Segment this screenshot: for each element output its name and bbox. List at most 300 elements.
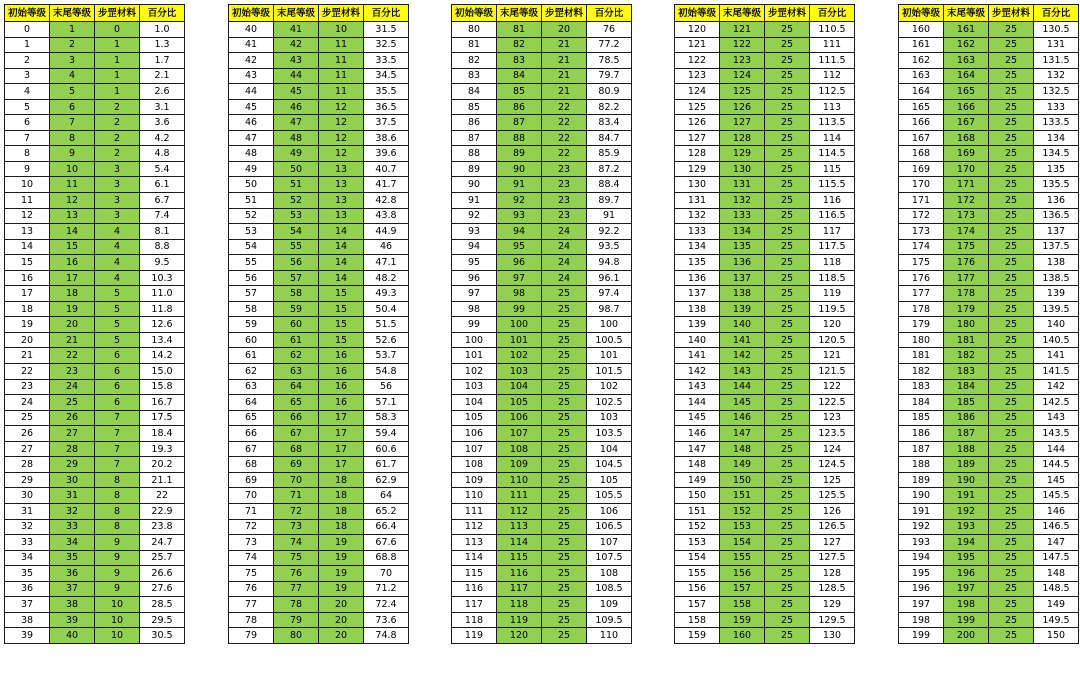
table-cell: 12 xyxy=(319,115,364,131)
table-cell: 8 xyxy=(95,519,140,535)
column-header: 末尾等级 xyxy=(497,5,542,22)
table-row xyxy=(229,286,409,302)
table-cell: 171 xyxy=(899,193,944,209)
table-cell: 25 xyxy=(989,332,1034,348)
table-cell: 25 xyxy=(765,566,810,582)
table-cell: 7 xyxy=(95,457,140,473)
table-cell: 25 xyxy=(542,286,587,302)
table-cell: 24 xyxy=(542,255,587,271)
table-cell: 134 xyxy=(675,239,720,255)
table-row xyxy=(229,410,409,426)
table-cell: 11.0 xyxy=(140,286,185,302)
table-cell: 94.8 xyxy=(587,255,632,271)
table-cell: 85.9 xyxy=(587,146,632,162)
table-cell: 4 xyxy=(50,68,95,84)
table-cell: 4.2 xyxy=(140,130,185,146)
table-cell: 25 xyxy=(989,239,1034,255)
table-cell: 23 xyxy=(542,177,587,193)
table-row xyxy=(5,472,185,488)
table-row xyxy=(675,317,855,333)
table-cell: 78 xyxy=(274,597,319,613)
table-cell: 54 xyxy=(274,224,319,240)
table-cell: 80 xyxy=(274,628,319,644)
table-cell: 131 xyxy=(1034,37,1079,53)
table-cell: 102.5 xyxy=(587,395,632,411)
table-cell: 150 xyxy=(1034,628,1079,644)
table-row xyxy=(675,581,855,597)
table-row xyxy=(229,84,409,100)
table-cell: 104.5 xyxy=(587,457,632,473)
table-row xyxy=(229,99,409,115)
table-cell: 70 xyxy=(364,566,409,582)
table-row xyxy=(675,130,855,146)
column-header: 末尾等级 xyxy=(50,5,95,22)
table-cell: 64 xyxy=(229,395,274,411)
table-cell: 196 xyxy=(944,566,989,582)
table-cell: 25 xyxy=(765,255,810,271)
column-header: 百分比 xyxy=(364,5,409,22)
table-cell: 127 xyxy=(675,130,720,146)
table-cell: 97 xyxy=(452,286,497,302)
table-row xyxy=(5,535,185,551)
table-cell: 25 xyxy=(542,395,587,411)
table-cell: 151 xyxy=(675,503,720,519)
table-cell: 25 xyxy=(765,53,810,69)
table-row xyxy=(5,612,185,628)
table-cell: 56 xyxy=(229,270,274,286)
table-row xyxy=(675,488,855,504)
table-cell: 25 xyxy=(765,84,810,100)
table-row xyxy=(229,628,409,644)
table-cell: 2 xyxy=(95,115,140,131)
table-cell: 199 xyxy=(899,628,944,644)
table-cell: 25 xyxy=(542,503,587,519)
table-cell: 164 xyxy=(944,68,989,84)
table-cell: 187 xyxy=(899,441,944,457)
table-cell: 107 xyxy=(587,535,632,551)
table-row xyxy=(5,68,185,84)
table-cell: 25 xyxy=(765,597,810,613)
table-cell: 11 xyxy=(50,177,95,193)
table-cell: 140 xyxy=(720,317,765,333)
table-cell: 3 xyxy=(95,177,140,193)
table-cell: 62 xyxy=(274,348,319,364)
table-cell: 122 xyxy=(675,53,720,69)
table-cell: 25 xyxy=(765,472,810,488)
table-cell: 24.7 xyxy=(140,535,185,551)
table-cell: 25 xyxy=(989,566,1034,582)
table-cell: 142 xyxy=(720,348,765,364)
table-cell: 104 xyxy=(497,379,542,395)
table-row xyxy=(675,115,855,131)
table-row xyxy=(5,395,185,411)
table-cell: 14 xyxy=(319,224,364,240)
table-row xyxy=(675,426,855,442)
table-row xyxy=(899,239,1079,255)
table-cell: 161 xyxy=(944,22,989,38)
table-cell: 6 xyxy=(95,348,140,364)
table-cell: 102 xyxy=(452,364,497,380)
table-cell: 50 xyxy=(274,161,319,177)
table-cell: 14.2 xyxy=(140,348,185,364)
table-cell: 64 xyxy=(364,488,409,504)
table-cell: 192 xyxy=(899,519,944,535)
table-cell: 25 xyxy=(50,395,95,411)
table-row xyxy=(229,317,409,333)
table-row xyxy=(5,286,185,302)
table-cell: 165 xyxy=(944,84,989,100)
table-cell: 25 xyxy=(765,535,810,551)
table-cell: 25 xyxy=(765,581,810,597)
table-cell: 10 xyxy=(95,628,140,644)
table-cell: 6.7 xyxy=(140,193,185,209)
table-row xyxy=(229,488,409,504)
table-cell: 30 xyxy=(50,472,95,488)
table-row xyxy=(5,130,185,146)
table-cell: 25 xyxy=(765,115,810,131)
table-cell: 18 xyxy=(319,472,364,488)
table-cell: 86 xyxy=(497,99,542,115)
table-cell: 1 xyxy=(95,53,140,69)
table-cell: 138 xyxy=(1034,255,1079,271)
table-row xyxy=(452,550,632,566)
table-cell: 89 xyxy=(452,161,497,177)
table-cell: 18 xyxy=(5,301,50,317)
table-cell: 89.7 xyxy=(587,193,632,209)
table-cell: 3 xyxy=(95,193,140,209)
table-cell: 88.4 xyxy=(587,177,632,193)
table-cell: 114 xyxy=(810,130,855,146)
table-cell: 132 xyxy=(1034,68,1079,84)
table-cell: 68 xyxy=(229,457,274,473)
table-cell: 48 xyxy=(274,130,319,146)
table-cell: 13 xyxy=(5,224,50,240)
table-cell: 110.5 xyxy=(810,22,855,38)
table-cell: 172 xyxy=(899,208,944,224)
table-cell: 92 xyxy=(497,193,542,209)
table-cell: 20 xyxy=(319,628,364,644)
table-cell: 130 xyxy=(675,177,720,193)
table-row xyxy=(675,395,855,411)
table-cell: 21 xyxy=(50,332,95,348)
table-cell: 125.5 xyxy=(810,488,855,504)
column-header: 初始等级 xyxy=(5,5,50,22)
table-cell: 25 xyxy=(989,581,1034,597)
table-row xyxy=(899,472,1079,488)
table-cell: 9 xyxy=(95,581,140,597)
table-cell: 25 xyxy=(542,301,587,317)
table-row xyxy=(5,488,185,504)
table-cell: 19 xyxy=(319,535,364,551)
table-cell: 12 xyxy=(319,130,364,146)
table-cell: 19 xyxy=(50,301,95,317)
table-cell: 133 xyxy=(675,224,720,240)
table-cell: 115 xyxy=(452,566,497,582)
table-cell: 100 xyxy=(587,317,632,333)
table-cell: 172 xyxy=(944,193,989,209)
table-cell: 27 xyxy=(5,441,50,457)
table-cell: 145 xyxy=(675,410,720,426)
table-cell: 92 xyxy=(452,208,497,224)
table-cell: 5 xyxy=(95,301,140,317)
table-cell: 108 xyxy=(452,457,497,473)
table-cell: 185 xyxy=(899,410,944,426)
table-row xyxy=(899,597,1079,613)
table-cell: 183 xyxy=(899,379,944,395)
table-cell: 129 xyxy=(810,597,855,613)
level-table-3 xyxy=(451,4,632,644)
table-cell: 25 xyxy=(542,426,587,442)
table-cell: 177 xyxy=(944,270,989,286)
level-table-2 xyxy=(228,4,409,644)
table-cell: 126 xyxy=(720,99,765,115)
table-cell: 99 xyxy=(497,301,542,317)
table-cell: 25 xyxy=(765,270,810,286)
table-cell: 123 xyxy=(720,53,765,69)
table-cell: 80.9 xyxy=(587,84,632,100)
table-row xyxy=(229,161,409,177)
table-cell: 124 xyxy=(675,84,720,100)
table-cell: 25 xyxy=(989,115,1034,131)
table-cell: 14 xyxy=(319,270,364,286)
table-cell: 136 xyxy=(1034,193,1079,209)
table-cell: 124 xyxy=(810,441,855,457)
table-cell: 25 xyxy=(989,193,1034,209)
table-cell: 88 xyxy=(452,146,497,162)
table-row xyxy=(899,130,1079,146)
table-cell: 18 xyxy=(50,286,95,302)
table-cell: 132 xyxy=(675,208,720,224)
table-row xyxy=(675,161,855,177)
table-row xyxy=(229,348,409,364)
table-cell: 77 xyxy=(274,581,319,597)
table-cell: 25 xyxy=(542,379,587,395)
table-cell: 119 xyxy=(497,612,542,628)
table-cell: 5 xyxy=(5,99,50,115)
table-row xyxy=(452,457,632,473)
table-cell: 161 xyxy=(899,37,944,53)
table-cell: 116 xyxy=(497,566,542,582)
table-cell: 15 xyxy=(50,239,95,255)
table-cell: 73.6 xyxy=(364,612,409,628)
table-cell: 10 xyxy=(95,612,140,628)
table-cell: 28 xyxy=(50,441,95,457)
table-cell: 117 xyxy=(497,581,542,597)
table-cell: 0 xyxy=(5,22,50,38)
table-row xyxy=(5,566,185,582)
table-cell: 26 xyxy=(5,426,50,442)
table-cell: 25 xyxy=(989,84,1034,100)
table-cell: 82 xyxy=(452,53,497,69)
table-cell: 94 xyxy=(497,224,542,240)
table-row xyxy=(899,224,1079,240)
table-row xyxy=(229,239,409,255)
table-cell: 80 xyxy=(452,22,497,38)
table-cell: 25 xyxy=(989,503,1034,519)
table-cell: 5 xyxy=(95,332,140,348)
table-cell: 116 xyxy=(452,581,497,597)
table-row xyxy=(452,84,632,100)
table-cell: 193 xyxy=(899,535,944,551)
table-cell: 174 xyxy=(899,239,944,255)
table-cell: 159 xyxy=(675,628,720,644)
table-row xyxy=(452,472,632,488)
table-cell: 7 xyxy=(95,410,140,426)
table-row xyxy=(675,566,855,582)
table-row xyxy=(675,286,855,302)
table-cell: 9 xyxy=(5,161,50,177)
header-row xyxy=(675,5,855,22)
table-cell: 130 xyxy=(720,161,765,177)
table-cell: 75 xyxy=(274,550,319,566)
table-row xyxy=(899,208,1079,224)
table-cell: 138.5 xyxy=(1034,270,1079,286)
table-row xyxy=(5,519,185,535)
table-cell: 106 xyxy=(497,410,542,426)
table-cell: 85 xyxy=(497,84,542,100)
table-cell: 73 xyxy=(274,519,319,535)
table-row xyxy=(5,597,185,613)
table-cell: 29 xyxy=(50,457,95,473)
table-cell: 149.5 xyxy=(1034,612,1079,628)
table-row xyxy=(675,37,855,53)
table-cell: 25 xyxy=(765,550,810,566)
table-cell: 16.7 xyxy=(140,395,185,411)
table-cell: 169 xyxy=(899,161,944,177)
table-row xyxy=(452,410,632,426)
table-row xyxy=(452,581,632,597)
table-row xyxy=(899,332,1079,348)
table-row xyxy=(5,410,185,426)
table-cell: 41 xyxy=(229,37,274,53)
table-row xyxy=(452,68,632,84)
table-cell: 5 xyxy=(95,317,140,333)
table-cell: 66 xyxy=(229,426,274,442)
table-cell: 91 xyxy=(587,208,632,224)
table-cell: 76 xyxy=(587,22,632,38)
table-cell: 66.4 xyxy=(364,519,409,535)
table-row xyxy=(452,224,632,240)
table-row xyxy=(229,535,409,551)
table-cell: 65 xyxy=(229,410,274,426)
table-cell: 141.5 xyxy=(1034,364,1079,380)
table-cell: 117 xyxy=(810,224,855,240)
table-cell: 28.5 xyxy=(140,597,185,613)
table-cell: 102 xyxy=(497,348,542,364)
table-cell: 25 xyxy=(989,472,1034,488)
table-cell: 141 xyxy=(1034,348,1079,364)
table-cell: 179 xyxy=(899,317,944,333)
table-row xyxy=(229,426,409,442)
table-cell: 59.4 xyxy=(364,426,409,442)
table-cell: 86 xyxy=(452,115,497,131)
table-cell: 25 xyxy=(542,364,587,380)
table-row xyxy=(452,566,632,582)
table-cell: 25 xyxy=(765,37,810,53)
table-cell: 23 xyxy=(542,193,587,209)
table-cell: 48 xyxy=(229,146,274,162)
table-row xyxy=(899,270,1079,286)
table-cell: 108 xyxy=(497,441,542,457)
table-cell: 126 xyxy=(675,115,720,131)
table-cell: 168 xyxy=(899,146,944,162)
table-cell: 15 xyxy=(319,317,364,333)
table-cell: 20 xyxy=(319,612,364,628)
table-cell: 190 xyxy=(899,488,944,504)
table-cell: 186 xyxy=(944,410,989,426)
table-cell: 141 xyxy=(675,348,720,364)
table-cell: 181 xyxy=(899,348,944,364)
table-cell: 137 xyxy=(1034,224,1079,240)
table-row xyxy=(229,395,409,411)
table-row xyxy=(452,488,632,504)
table-row xyxy=(5,208,185,224)
table-cell: 198 xyxy=(899,612,944,628)
table-cell: 184 xyxy=(944,379,989,395)
table-row xyxy=(899,426,1079,442)
table-cell: 25 xyxy=(765,301,810,317)
table-cell: 139.5 xyxy=(1034,301,1079,317)
table-cell: 34.5 xyxy=(364,68,409,84)
table-row xyxy=(899,581,1079,597)
table-cell: 109 xyxy=(587,597,632,613)
table-cell: 184 xyxy=(899,395,944,411)
table-row xyxy=(675,348,855,364)
table-row xyxy=(675,472,855,488)
table-cell: 188 xyxy=(944,441,989,457)
table-cell: 10 xyxy=(95,597,140,613)
table-cell: 57 xyxy=(274,270,319,286)
table-cell: 50.4 xyxy=(364,301,409,317)
table-cell: 25 xyxy=(989,426,1034,442)
table-cell: 186 xyxy=(899,426,944,442)
column-header: 步罡材料 xyxy=(542,5,587,22)
table-cell: 26.6 xyxy=(140,566,185,582)
table-cell: 75 xyxy=(229,566,274,582)
table-row xyxy=(899,22,1079,38)
table-cell: 13 xyxy=(50,208,95,224)
table-row xyxy=(229,37,409,53)
table-cell: 6.1 xyxy=(140,177,185,193)
table-row xyxy=(229,146,409,162)
table-cell: 93 xyxy=(497,208,542,224)
table-cell: 70 xyxy=(229,488,274,504)
table-cell: 147 xyxy=(1034,535,1079,551)
table-row xyxy=(452,99,632,115)
table-cell: 128 xyxy=(720,130,765,146)
table-cell: 163 xyxy=(899,68,944,84)
table-cell: 143 xyxy=(720,364,765,380)
table-cell: 101 xyxy=(497,332,542,348)
table-cell: 118 xyxy=(497,597,542,613)
table-cell: 3 xyxy=(95,161,140,177)
table-cell: 195 xyxy=(899,566,944,582)
table-cell: 32 xyxy=(5,519,50,535)
table-cell: 16 xyxy=(50,255,95,271)
table-row xyxy=(452,146,632,162)
table-cell: 22 xyxy=(542,130,587,146)
table-cell: 38.6 xyxy=(364,130,409,146)
table-row xyxy=(5,364,185,380)
table-cell: 132.5 xyxy=(1034,84,1079,100)
table-cell: 25 xyxy=(542,348,587,364)
table-cell: 128.5 xyxy=(810,581,855,597)
table-cell: 32 xyxy=(50,503,95,519)
table-cell: 51 xyxy=(274,177,319,193)
table-cell: 114 xyxy=(452,550,497,566)
table-cell: 107 xyxy=(452,441,497,457)
table-cell: 15.8 xyxy=(140,379,185,395)
